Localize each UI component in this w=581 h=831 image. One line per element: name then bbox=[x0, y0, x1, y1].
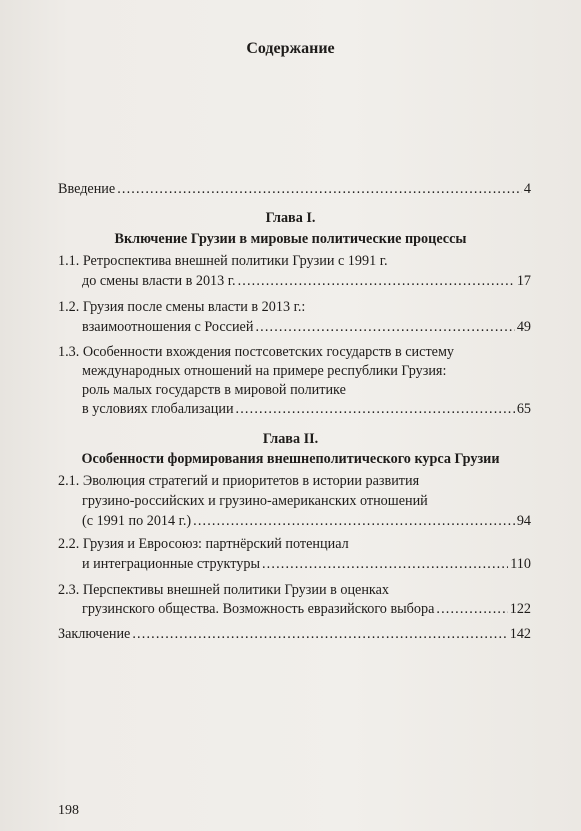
toc-entry-line[interactable]: 2.1. Эволюция стратегий и приоритетов в истории развития bbox=[58, 473, 420, 489]
toc-entry-line[interactable]: грузино-российских и грузино-американских отношений bbox=[82, 493, 428, 509]
toc-entry-line[interactable]: 2.2. Грузия и Евросоюз: партнёрский потенциал bbox=[58, 536, 349, 552]
page-title: Содержание bbox=[246, 40, 335, 57]
toc-leader-dots bbox=[236, 400, 515, 418]
toc-entry-label: Заключение bbox=[58, 626, 131, 642]
toc-entry-page: 94 bbox=[516, 513, 531, 529]
toc-entry-1-3[interactable] bbox=[82, 400, 531, 418]
toc-entry-page: 65 bbox=[516, 401, 531, 417]
page-number: 198 bbox=[58, 803, 79, 818]
chapter-subtitle: Включение Грузии в мировые политические процессы bbox=[114, 231, 467, 247]
toc-entry-label: до смены власти в 2013 г. bbox=[82, 273, 236, 289]
toc-entry-conclusion[interactable] bbox=[58, 625, 531, 643]
toc-entry-page: 110 bbox=[510, 556, 531, 572]
chapter-heading: Глава I. bbox=[265, 210, 316, 226]
toc-entry-label: и интеграционные структуры bbox=[82, 556, 260, 572]
toc-entry-2-2[interactable] bbox=[82, 555, 531, 573]
toc-entry-page: 17 bbox=[516, 273, 531, 289]
toc-entry-2-1[interactable] bbox=[82, 512, 531, 530]
toc-entry-page: 142 bbox=[509, 626, 531, 642]
toc-entry-line[interactable]: 1.1. Ретроспектива внешней политики Грузии с 1991 г. bbox=[58, 253, 388, 269]
toc-leader-dots bbox=[262, 555, 508, 573]
toc-entry-2-3[interactable] bbox=[82, 600, 531, 618]
toc-leader-dots bbox=[117, 180, 522, 198]
toc-entry-label: в условиях глобализации bbox=[82, 401, 234, 417]
toc-entry-page: 122 bbox=[509, 601, 531, 617]
toc-entry-line[interactable]: международных отношений на примере республики Грузия: bbox=[82, 363, 447, 379]
toc-entry-label: (с 1991 по 2014 г.) bbox=[82, 513, 192, 529]
toc-entry-line[interactable]: 2.3. Перспективы внешней политики Грузии в оценках bbox=[58, 582, 390, 598]
toc-entry-intro[interactable] bbox=[58, 180, 531, 198]
toc-entry-label: грузинского общества. Возможность евразийского выбора bbox=[82, 601, 435, 617]
toc-leader-dots bbox=[255, 318, 514, 336]
toc-leader-dots bbox=[436, 600, 507, 618]
toc-entry-label: взаимоотношения с Россией bbox=[82, 319, 254, 335]
toc-leader-dots bbox=[193, 512, 515, 530]
toc-entry-1-2[interactable] bbox=[82, 318, 531, 336]
chapter-heading: Глава II. bbox=[262, 431, 319, 447]
toc-leader-dots bbox=[238, 272, 515, 290]
toc-entry-page: 49 bbox=[516, 319, 531, 335]
toc-entry-page: 4 bbox=[523, 181, 531, 197]
toc-entry-line[interactable]: 1.3. Особенности вхождения постсоветских государств в систему bbox=[58, 344, 455, 360]
chapter-subtitle: Особенности формирования внешнеполитического курса Грузии bbox=[81, 451, 500, 467]
toc-entry-line[interactable]: роль малых государств в мировой политике bbox=[82, 382, 346, 398]
toc-entry-label: Введение bbox=[58, 181, 116, 197]
toc-entry-1-1[interactable] bbox=[82, 272, 531, 290]
toc-leader-dots bbox=[132, 625, 507, 643]
toc-entry-line[interactable]: 1.2. Грузия после смены власти в 2013 г.: bbox=[58, 299, 306, 315]
